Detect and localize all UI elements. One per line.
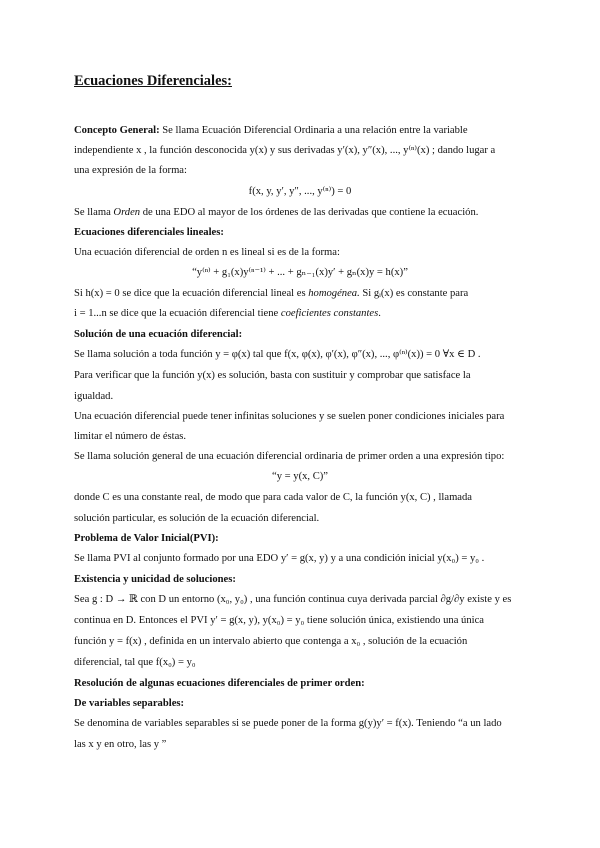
hom-post: Si gᵢ(x) es constante para — [359, 288, 469, 299]
homogenea-line — [74, 287, 468, 301]
existencia-line-3: función y = f(x) , definida en un intervalo abierto que contenga a x₀ , solución de la ecuación — [74, 636, 468, 647]
solucion-line-4: Una ecuación diferencial puede tener infinitas soluciones y se suelen poner condiciones iniciales para — [74, 411, 505, 422]
coef-word: coeficientes constantes — [280, 308, 379, 319]
solucion-heading: Solución de una ecuación diferencial: — [74, 329, 243, 340]
separables-heading: De variables separables: — [74, 698, 185, 709]
separables-line-2: las x y en otro, las y ” — [74, 739, 167, 750]
existencia-line-4: diferencial, tal que f(x₀) = y₀ — [74, 657, 196, 668]
coef-post: . — [378, 308, 381, 319]
solucion-line-7: donde C es una constante real, de modo que para cada valor de C, la función y(x, C) , llamada — [74, 492, 473, 503]
orden-word: Orden — [113, 207, 141, 218]
lineales-line-1: Una ecuación diferencial de orden n es lineal si es de la forma: — [74, 247, 340, 258]
coef-pre: i = 1...n se dice que la ecuación diferencial tiene — [74, 308, 281, 319]
hom-word: homogénea. — [308, 288, 360, 299]
existencia-line-1: Sea g : D → ℝ con D un entorno (x₀, y₀) , una función continua cuya derivada parcial ∂g/∂y existe y es — [74, 594, 512, 605]
concepto-line-1 — [74, 124, 468, 138]
existencia-heading: Existencia y unicidad de soluciones: — [74, 574, 236, 585]
solucion-formula: “y = y(x, C)” — [272, 471, 328, 482]
concepto-text: Se llama Ecuación Diferencial Ordinaria a una relación entre la variable — [159, 125, 468, 136]
solucion-line-1: Se llama solución a toda función y = φ(x) tal que f(x, φ(x), φ′(x), φ″(x), ..., φ⁽ⁿ⁾(x)) = 0 ∀x ∈ D . — [74, 349, 481, 360]
orden-pre: Se llama — [74, 207, 114, 218]
page-title: Ecuaciones Diferenciales: — [74, 73, 232, 89]
concepto-label: Concepto General: — [74, 125, 160, 136]
concepto-line-3: una expresión de la forma: — [74, 165, 187, 176]
hom-pre: Si h(x) = 0 se dice que la ecuación diferencial lineal es — [74, 288, 309, 299]
concepto-formula: f(x, y, y′, y″, ..., y⁽ⁿ⁾) = 0 — [248, 186, 352, 197]
orden-definition — [74, 206, 478, 220]
existencia-line-2: continua en D. Entonces el PVI y′ = g(x, y), y(x₀) = y₀ tiene solución única, existiendo una única — [74, 615, 484, 626]
solucion-line-6: Se llama solución general de una ecuación diferencial ordinaria de primer orden a una expresión tipo: — [74, 451, 505, 462]
solucion-line-2: Para verificar que la función y(x) es solución, basta con sustituir y comprobar que satisface la — [74, 370, 471, 381]
orden-post: de una EDO al mayor de los órdenes de las derivadas que contiene la ecuación. — [140, 207, 479, 218]
coeficientes-line — [74, 307, 381, 321]
solucion-line-3: igualdad. — [74, 391, 114, 402]
pvi-line-1: Se llama PVI al conjunto formado por una EDO y′ = g(x, y) y a una condición inicial y(x₀) = y₀ . — [74, 553, 485, 564]
separables-line-1: Se denomina de variables separables si se puede poner de la forma g(y)y′ = f(x). Teniendo “a un lado — [74, 718, 502, 729]
solucion-line-5: limitar el número de éstas. — [74, 431, 187, 442]
lineales-heading: Ecuaciones diferenciales lineales: — [74, 227, 224, 238]
concepto-line-2: independiente x , la función desconocida y(x) y sus derivadas y′(x), y″(x), ..., y⁽ⁿ⁾(x) ; dando lugar a — [74, 145, 496, 156]
solucion-line-8: solución particular, es solución de la ecuación diferencial. — [74, 513, 320, 524]
pvi-heading: Problema de Valor Inicial(PVI): — [74, 533, 219, 544]
lineales-formula: “y⁽ⁿ⁾ + g₁(x)y⁽ⁿ⁻¹⁾ + ... + gₙ₋₁(x)y′ + gₙ(x)y = h(x)” — [192, 267, 408, 278]
resolucion-heading: Resolución de algunas ecuaciones diferenciales de primer orden: — [74, 678, 365, 689]
